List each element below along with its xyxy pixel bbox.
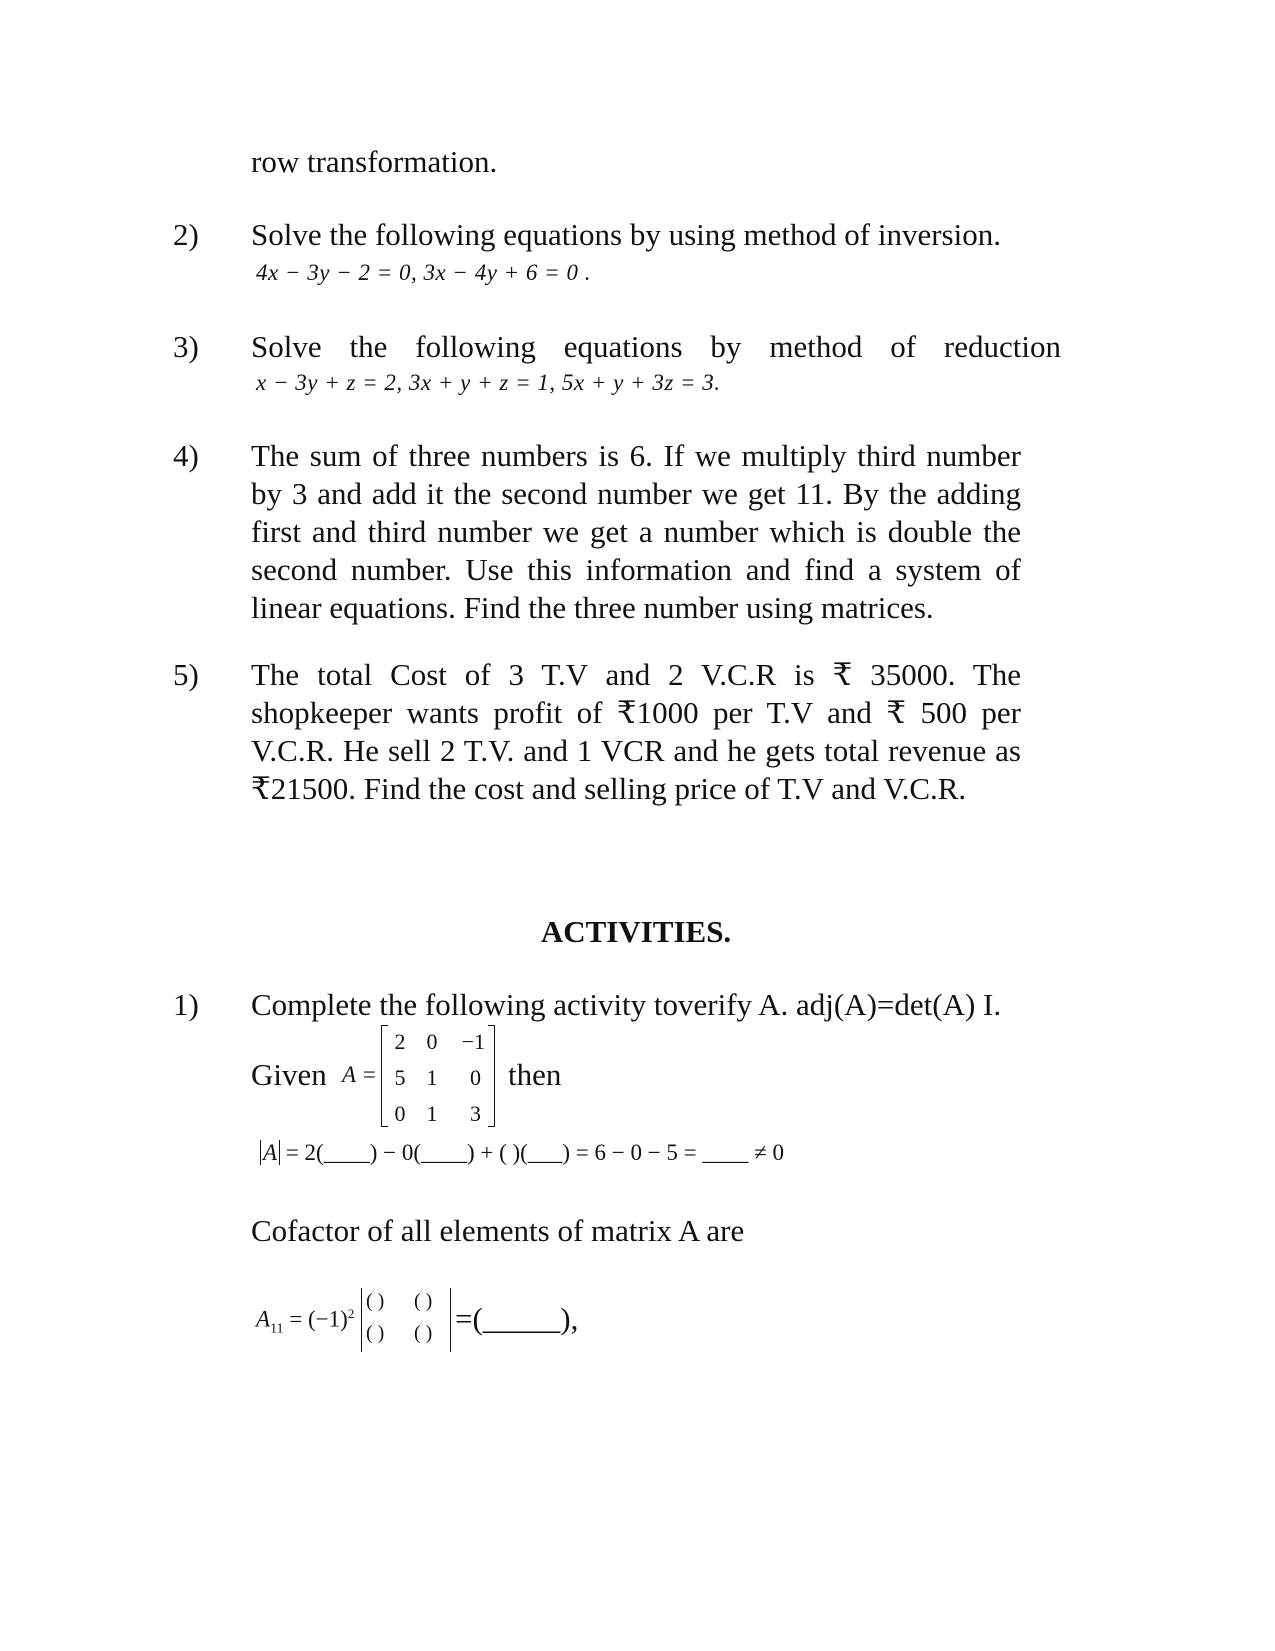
matrix-cell: 1 [426,1065,438,1090]
matrix-cell: 3 [470,1101,481,1126]
matrix-cell: 1 [426,1101,438,1126]
exercise-3-equation: x − 3y + z = 2, 3x + y + z = 1, 5x + y + 3z = 3. [256,370,721,395]
cofactor-cell: ( ) [366,1290,385,1312]
matrix-lhs: A = [342,1062,377,1087]
matrix-cell: 0 [426,1029,438,1054]
activity-1-number: 1) [173,987,199,1022]
cofactor-text: Cofactor of all elements of matrix A are [251,1213,745,1248]
matrix-left-bracket [381,1025,388,1127]
cofactor-lhs [256,1306,354,1337]
determinant-line [260,1140,784,1166]
matrix-right-bracket [488,1025,495,1127]
matrix-cell: 0 [394,1101,406,1126]
cofactor-exponent: 2 [347,1306,355,1321]
exercise-2-text: Solve the following equations by using method of inversion. [251,217,1001,252]
exercise-2-number: 2) [173,217,199,252]
cofactor-equals: = (−1) [289,1306,348,1332]
exercise-4-text: The sum of three numbers is 6. If we multiply third number by 3 and add it the second number we get 11. By the adding first and third number we get a number which is double the second number. Use this information and find a system of linear equations. Find the three number using matrices. [251,438,1021,625]
then-label: then [508,1057,562,1092]
matrix-cell: 0 [470,1065,481,1090]
determinant-expression: = 2(____) − 0(____) + ( )(___) = 6 − 0 − 5 = ____ ≠ 0 [285,1140,785,1165]
exercise-5-number: 5) [173,657,199,692]
exercise-2-equation: 4x − 3y − 2 = 0, 3x − 4y + 6 = 0 . [256,260,591,285]
cofactor-determinant [361,1288,451,1352]
matrix-a [381,1025,495,1127]
given-label: Given [251,1057,327,1092]
matrix-cell: 5 [394,1065,406,1090]
exercise-3-number: 3) [173,329,199,364]
cofactor-cell: ( ) [414,1322,433,1344]
matrix-cell: −1 [461,1029,485,1054]
determinant-symbol: A [260,1140,280,1165]
exercise-4-number: 4) [173,438,199,473]
cofactor-cell: ( ) [366,1322,385,1344]
cofactor-cell: ( ) [414,1290,433,1312]
activity-1-text: Complete the following activity toverify A. adj(A)=det(A) I. [251,987,1002,1022]
cofactor-symbol: A [256,1306,271,1332]
intro-fragment: row transformation. [251,144,498,179]
matrix-cell: 2 [394,1029,406,1054]
cofactor-subscript: 11 [270,1321,284,1337]
cofactor-result: =(_____), [455,1301,579,1336]
exercise-5-text: The total Cost of 3 T.V and 2 V.C.R is ₹ 35000. The shopkeeper wants profit of ₹1000 per T.V and ₹ 500 per V.C.R. He sell 2 T.V. and 1 VCR and he gets total revenue as ₹21500. Find the cost and selling price of T.V and V.C.R. [251,657,1021,806]
activities-heading: ACTIVITIES. [540,914,732,949]
exercise-3-text: Solve the following equations by method of reduction [251,329,1061,364]
